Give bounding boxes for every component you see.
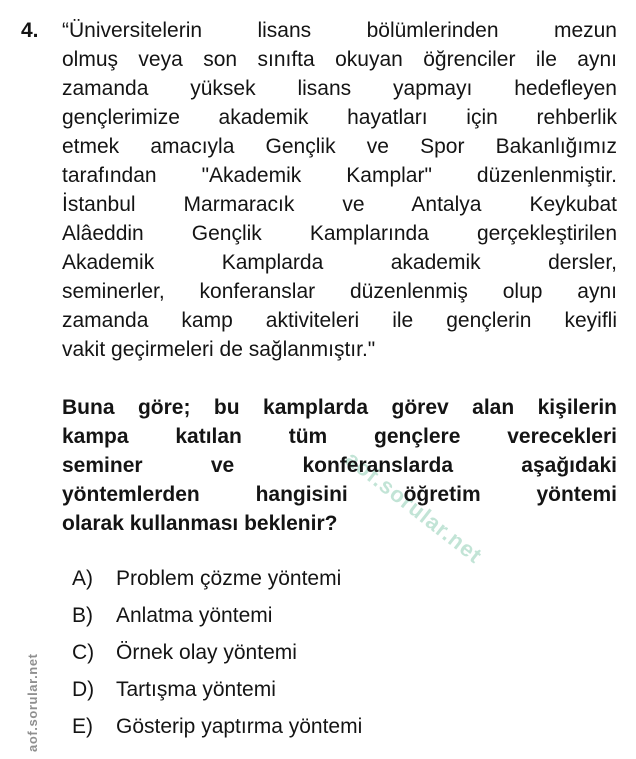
stem-line: olarak kullanması beklenir? (62, 512, 338, 535)
stem-line: kampa katılan tüm gençlere verecekleri (62, 425, 617, 448)
stem-line: Buna göre; bu kamplarda görev alan kişilerin (62, 396, 617, 419)
option-b[interactable] (72, 601, 617, 630)
stem-line: yöntemlerden hangisini öğretim yöntemi (62, 483, 617, 506)
question-passage (62, 16, 617, 364)
passage-line: “Üniversitelerin lisans bölümlerinden mezun (62, 19, 617, 42)
option-b-letter: B) (72, 604, 93, 627)
option-c-text: Örnek olay yöntemi (116, 641, 297, 664)
option-c[interactable] (72, 638, 617, 667)
passage-line: seminerler, konferanslar düzenlenmiş olup aynı (62, 280, 617, 303)
passage-line: İstanbul Marmaracık ve Antalya Keykubat (62, 193, 617, 216)
option-a-text: Problem çözme yöntemi (116, 567, 342, 590)
passage-line: vakit geçirmeleri de sağlanmıştır." (62, 338, 376, 361)
passage-line: etmek amacıyla Gençlik ve Spor Bakanlığımız (62, 135, 617, 158)
option-a[interactable] (72, 564, 617, 593)
passage-line: zamanda yüksek lisans yapmayı hedefleyen (62, 77, 617, 100)
option-e-text: Gösterip yaptırma yöntemi (116, 715, 363, 738)
passage-line: tarafından "Akademik Kamplar" düzenlenmiştir. (62, 164, 617, 187)
passage-line: gençlerimize akademik hayatları için rehberlik (62, 106, 617, 129)
option-e-letter: E) (72, 715, 93, 738)
passage-line: Alâeddin Gençlik Kamplarında gerçekleştirilen (62, 222, 617, 245)
passage-line: zamanda kamp aktiviteleri ile gençlerin keyifli (62, 309, 617, 332)
options-list (62, 564, 617, 741)
option-a-letter: A) (72, 567, 93, 590)
option-d[interactable] (72, 675, 617, 704)
stem-line: seminer ve konferanslarda aşağıdaki (62, 454, 617, 477)
option-d-letter: D) (72, 678, 95, 701)
watermark-diagonal: aof.sorular.net (340, 446, 488, 569)
question-stem (62, 393, 617, 538)
option-b-text: Anlatma yöntemi (116, 604, 273, 627)
question-number: 4. (21, 19, 39, 42)
question-content (62, 16, 617, 749)
option-d-text: Tartışma yöntemi (116, 678, 276, 701)
watermark-side: aof.sorular.net (25, 653, 40, 752)
passage-line: olmuş veya son sınıfta okuyan öğrenciler ile aynı (62, 48, 617, 71)
option-e[interactable] (72, 712, 617, 741)
passage-line: Akademik Kamplarda akademik dersler, (62, 251, 617, 274)
option-c-letter: C) (72, 641, 95, 664)
